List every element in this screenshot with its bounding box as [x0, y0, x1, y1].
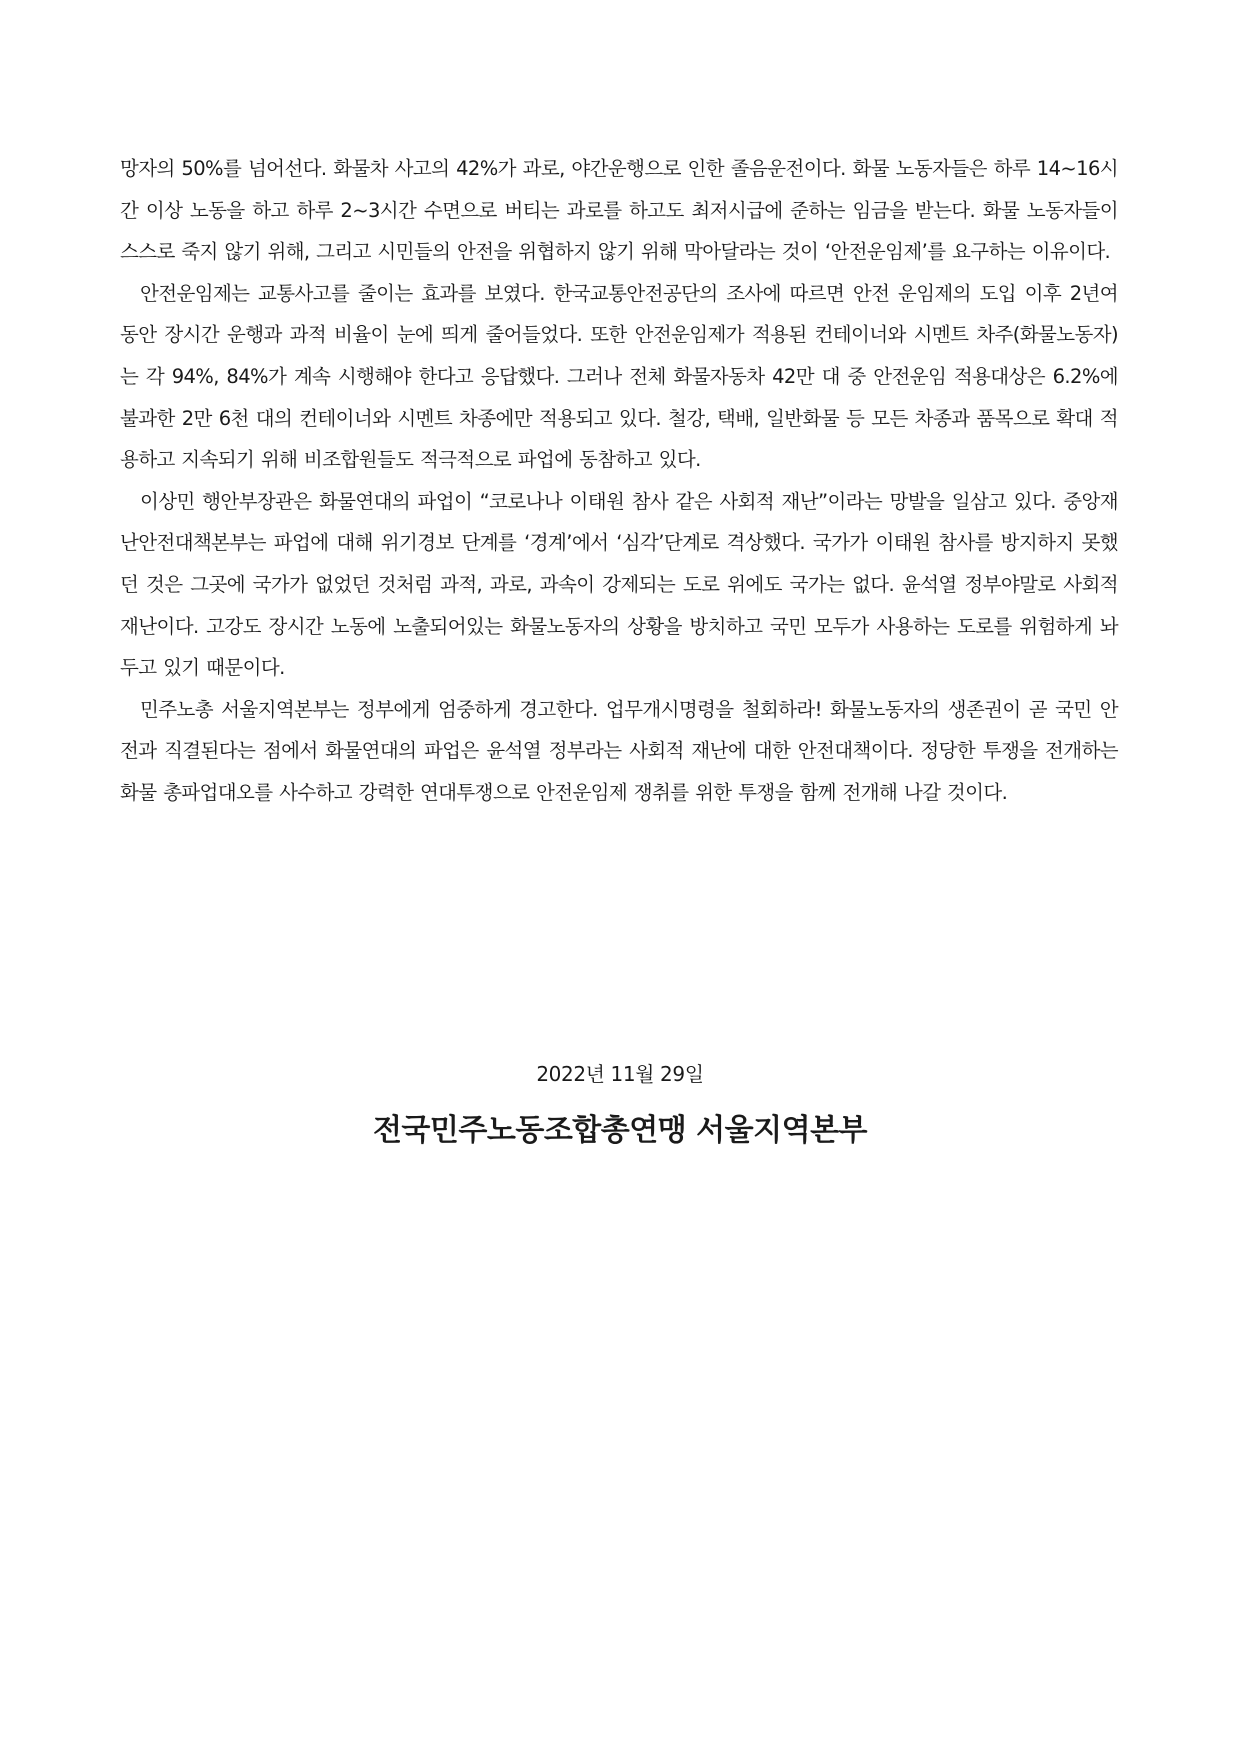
paragraph-1: 망자의 50%를 넘어선다. 화물차 사고의 42%가 과로, 야간운행으로 인한 졸음운전이다. 화물 노동자들은 하루 14~16시간 이상 노동을 하고 하루 2~3시간 수면으로 버티는 과로를 하고도 최저시급에 준하는 임금을 받는다. 화물 노동자들이 스스로 죽지 않기 위해, 그리고 시민들의 안전을 위협하지 않기 위해 막아달라는 것이 ‘안전운임제’를 요구하는 이유이다. [120, 157, 1118, 264]
document-body [120, 148, 1118, 814]
paragraph-3: 이상민 행안부장관은 화물연대의 파업이 “코로나나 이태원 참사 같은 사회적 재난”이라는 망발을 일삼고 있다. 중앙재난안전대책본부는 파업에 대해 위기경보 단계를 ‘경계’에서 ‘심각’단계로 격상했다. 국가가 이태원 참사를 방지하지 못했던 것은 그곳에 국가가 없었던 것처럼 과적, 과로, 과속이 강제되는 도로 위에도 국가는 없다. 윤석열 정부야말로 사회적 재난이다. 고강도 장시간 노동에 노출되어있는 화물노동자의 상황을 방치하고 국민 모두가 사용하는 도로를 위험하게 놔두고 있기 때문이다. [120, 489, 1118, 680]
paragraph-2: 안전운임제는 교통사고를 줄이는 효과를 보였다. 한국교통안전공단의 조사에 따르면 안전 운임제의 도입 이후 2년여 동안 장시간 운행과 과적 비율이 눈에 띄게 줄어들었다. 또한 안전운임제가 적용된 컨테이너와 시멘트 차주(화물노동자)는 각 94%, 84%가 계속 시행해야 한다고 응답했다. 그러나 전체 화물자동차 42만 대 중 안전운임 적용대상은 6.2%에 불과한 2만 6천 대의 컨테이너와 시멘트 차종에만 적용되고 있다. 철강, 택배, 일반화물 등 모든 차종과 품목으로 확대 적용하고 지속되기 위해 비조합원들도 적극적으로 파업에 동참하고 있다. [120, 281, 1118, 472]
organization-signature: 전국민주노동조합총연맹 서울지역본부 [372, 1113, 868, 1148]
paragraph-4: 민주노총 서울지역본부는 정부에게 엄중하게 경고한다. 업무개시명령을 철회하라! 화물노동자의 생존권이 곧 국민 안전과 직결된다는 점에서 화물연대의 파업은 윤석열 정부라는 사회적 재난에 대한 안전대책이다. 정당한 투쟁을 전개하는 화물 총파업대오를 사수하고 강력한 연대투쟁으로 안전운임제 쟁취를 위한 투쟁을 함께 전개해 나갈 것이다. [120, 697, 1118, 804]
statement-date: 2022년 11월 29일 [536, 1062, 704, 1086]
